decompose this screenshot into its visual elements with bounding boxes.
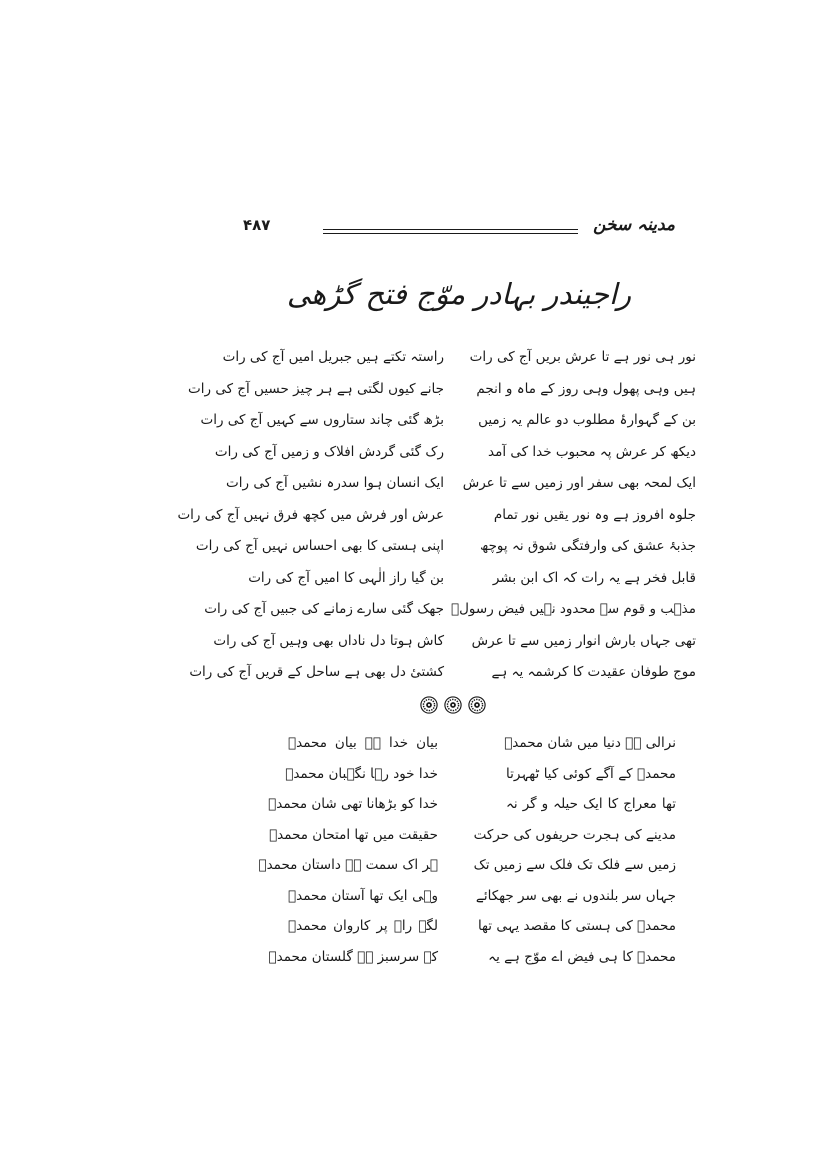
misra-second: بیان خدا ہے بیان محمدؐ [288,735,438,751]
misra-first: زمیں سے فلک تک فلک سے زمیں تک [473,857,676,873]
misra-first: جذبۂ عشق کی وارفتگی شوق نہ پوچھ [480,538,696,554]
couplet [269,820,676,851]
couplet [288,911,676,942]
couplet [204,594,696,626]
misra-second: رک گئی گردش افلاک و زمیں آج کی رات [214,443,444,460]
misra-first: تھا معراج کا ایک حیلہ و گر نہ [506,796,676,812]
misra-first: ہیں وہی پھول وہی روز کے ماہ و انجم [476,380,696,397]
misra-second: جانے کیوں لگتی ہے ہر چیز حسیں آج کی رات [188,380,444,397]
flower-ornament-icon [468,696,486,718]
naat-verses [258,728,676,972]
page-number: ۴۸۷ [243,216,271,234]
couplet [248,563,696,595]
book-title: مدینہ سخن [593,215,675,235]
couplet [188,374,696,406]
couplet [285,759,676,790]
couplet [258,850,676,881]
misra-first: ایک لمحہ بھی سفر اور زمیں سے تا عرش [462,475,696,491]
misra-second: ہر اک سمت ہے داستان محمدؐ [258,857,438,873]
misra-second: لگے راہ پر کاروان محمدؐ [288,918,438,934]
misra-first: موج طوفان عقیدت کا کرشمہ یہ ہے [491,664,696,680]
misra-second: کاش ہوتا دل ناداں بھی وہیں آج کی رات [213,632,444,649]
misra-second: وہی ایک تھا آستان محمدؐ [288,887,438,904]
misra-first: محمدؐ کی ہستی کا مقصد یہی تھا [477,918,676,934]
misra-first: محمدؐ کا ہی فیض اے موّج ہے یہ [488,948,676,965]
couplet [268,789,676,820]
misra-first: جہاں سر بلندوں نے بھی سر جھکائے [475,887,676,904]
header-rule-bottom [323,233,578,234]
couplet [195,531,696,563]
misra-second: ایک انسان ہوا سدرہ نشیں آج کی رات [226,475,444,491]
ghazal-verses [177,342,696,689]
misra-first: قابل فخر ہے یہ رات کہ اک ابن بشر [492,569,696,586]
misra-first: جلوہ افروز ہے وہ نور یقیں نور تمام [493,506,696,523]
header-rule-top [323,229,578,230]
section-divider [398,694,508,720]
misra-first: محمدؐ کے آگے کوئی کیا ٹھہرتا [506,765,676,782]
flower-ornament-icon [444,696,462,718]
misra-second: بن گیا راز الٰہی کا امیں آج کی رات [248,569,444,586]
couplet [200,405,696,437]
couplet [288,728,676,759]
poem-title: راجیندر بہادر موّج فتح گڑھی [286,277,632,311]
couplet [213,626,696,658]
misra-first: دیکھ کر عرش پہ محبوب خدا کی آمد [488,443,696,460]
misra-second: حقیقت میں تھا امتحان محمدؐ [269,826,438,843]
misra-second: کشتیٔ دل بھی ہے ساحل کے قریں آج کی رات [189,664,444,680]
couplet [268,942,676,973]
misra-second: جھک گئی سارے زمانے کی جبیں آج کی رات [204,601,444,617]
misra-first: تھی جہاں بارش انوار زمیں سے تا عرش [471,632,696,649]
misra-second: بڑھ گئی چاند ستاروں سے کہیں آج کی رات [200,412,444,428]
couplet [222,342,696,374]
couplet [177,500,696,532]
page-header [243,214,675,254]
misra-second: عرش اور فرش میں کچھ فرق نہیں آج کی رات [177,506,444,523]
flower-ornament-icon [420,696,438,718]
misra-second: خدا کو بڑھانا تھی شان محمدؐ [268,796,438,812]
misra-second: اپنی ہستی کا بھی احساس نہیں آج کی رات [195,538,444,554]
misra-first: نرالی ہے دنیا میں شان محمدؐ [504,735,676,751]
misra-first: بن کے گہوارۂ مطلوب دو عالم یہ زمیں [478,412,696,428]
misra-first: مدینے کی ہجرت حریفوں کی حرکت [473,826,676,843]
misra-second: خدا خود رہا نگہبان محمدؐ [285,765,438,782]
couplet [288,881,676,912]
misra-first: نور ہی نور ہے تا عرش بریں آج کی رات [469,349,696,365]
couplet [214,437,696,469]
misra-first: مذہب و قوم سے محدود نہیں فیض رسولؐ [451,601,696,617]
couplet [226,468,696,500]
misra-second: کہ سرسبز ہے گلستان محمدؐ [268,948,438,965]
misra-second: راستہ تکتے ہیں جبریل امیں آج کی رات [222,349,444,365]
couplet [189,657,696,689]
